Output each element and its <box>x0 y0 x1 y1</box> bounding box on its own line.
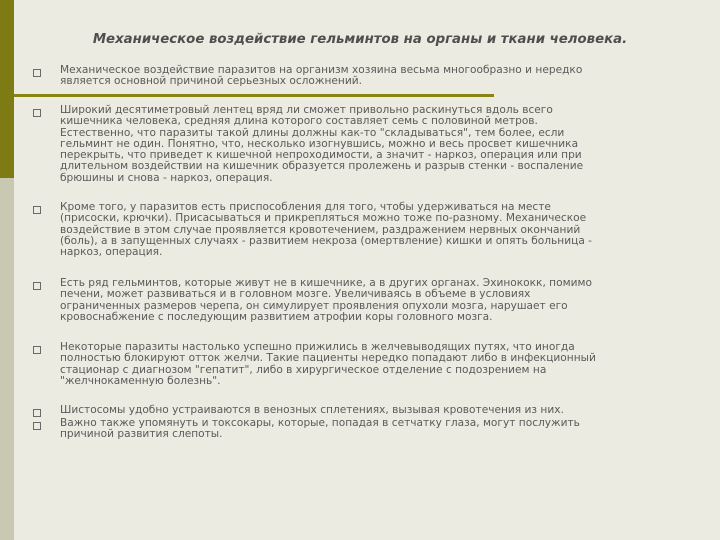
bullet-text: Важно также упомянуть и токсокары, которые, попадая в сетчатку глаза, могут послужить причиной развития слепоты. <box>60 417 580 441</box>
square-bullet-icon <box>33 422 41 430</box>
bullet-text: Механическое воздействие паразитов на организм хозяина весьма многообразно и нередко является основной причиной серьезных осложнений. <box>60 64 583 88</box>
bullet-text: Некоторые паразиты настолько успешно прижились в желчевыводящих путях, что иногда полностью блокируют отток желчи. Такие пациенты нередко попадают либо в инфекционный стационар с диагнозом "гепатит", либо в хирургическое отделение с подозрением на "желчнокаменную болезнь". <box>60 341 596 387</box>
bullet-text: Есть ряд гельминтов, которые живут не в кишечнике, а в других органах. Эхинококк, помимо печени, может развиваться и в головном мозге. Увеличиваясь в объеме в условиях ограниченных размеров черепа, он симулирует проявления опухоли мозга, нарушает его кровоснабжение с последующим развитием атрофии коры головного мозга. <box>60 277 592 323</box>
bullet-text: Шистосомы удобно устраиваются в венозных сплетениях, вызывая кровотечения из них. <box>60 404 564 416</box>
square-bullet-icon <box>33 409 41 417</box>
square-bullet-icon <box>33 109 41 117</box>
left-accent-bar <box>0 0 14 178</box>
square-bullet-icon <box>33 282 41 290</box>
title-underline-rule <box>14 94 494 97</box>
bullet-text: Кроме того, у паразитов есть приспособления для того, чтобы удерживаться на месте (присоски, крючки). Присасываться и прикрепляться можно тоже по-разному. Механическое воздействие в этом случае проявляется кровотечением, раздражением нервных окончаний (боль), а в запущенных случаях - развитием некроза (омертвление) кишки и опять больница - наркоз, операция. <box>60 201 592 259</box>
bullet-text: Широкий десятиметровый лентец вряд ли сможет привольно раскинуться вдоль всего кишечника человека, средняя длина которого составляет семь с половиной метров. Естественно, что паразиты такой длины должны как-то "складываться", тем более, если гельминт не один. Понятно, что, несколько изогнувшись, можно и весь просвет кишечника перекрыть, что приведет к кишечной непроходимости, а значит - наркоз, операция или при длительном воздействии на кишечник образуется пролежень и разрыв стенки - воспаление брюшины и снова - наркоз, операция. <box>60 104 584 184</box>
square-bullet-icon <box>33 346 41 354</box>
square-bullet-icon <box>33 206 41 214</box>
square-bullet-icon <box>33 69 41 77</box>
slide-title: Механическое воздействие гельминтов на органы и ткани человека. <box>92 32 628 47</box>
